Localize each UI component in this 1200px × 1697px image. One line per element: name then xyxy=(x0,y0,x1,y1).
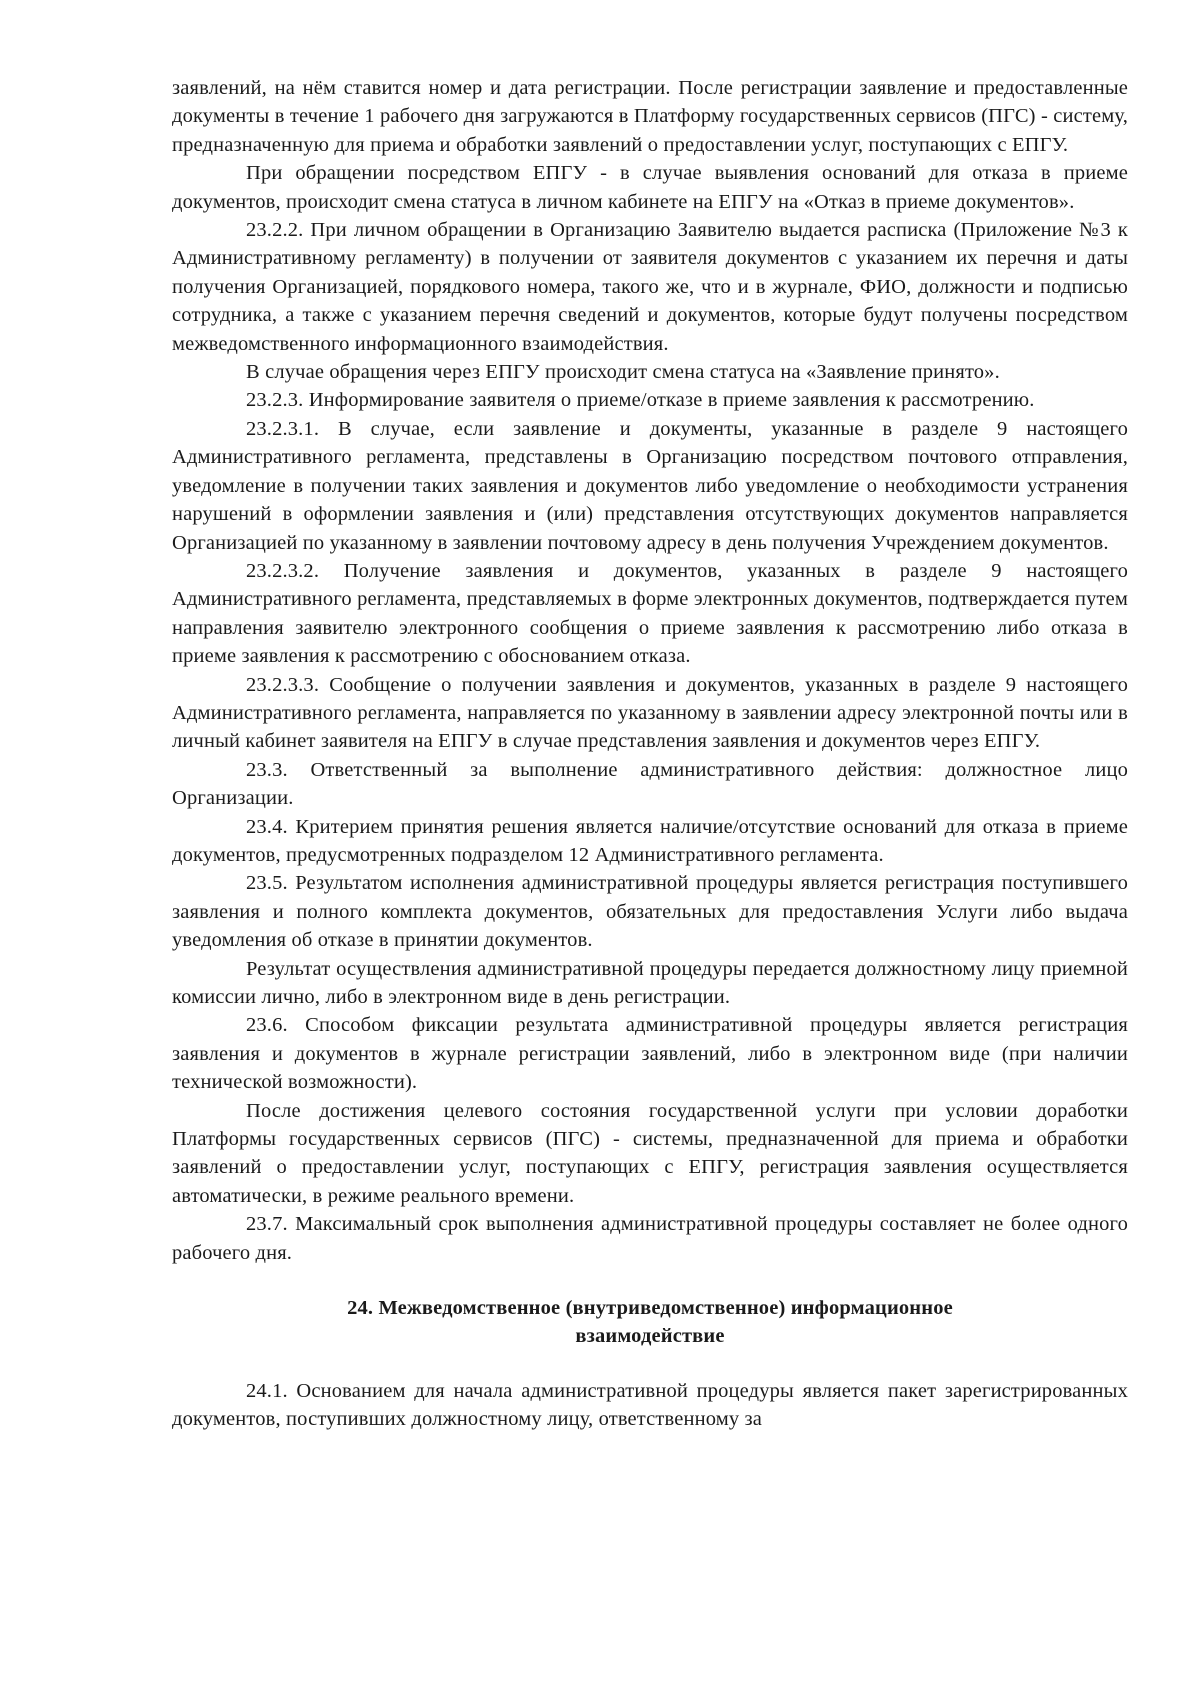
paragraph-16: 24.1. Основанием для начала административной процедуры является пакет зарегистрированных документов, поступивших должностному лицу, ответственному за xyxy=(172,1379,1128,1431)
document-page xyxy=(172,74,1128,1434)
section-heading-line-1: 24. Межведомственное (внутриведомственное) информационное xyxy=(347,1297,953,1320)
paragraph-6: 23.2.3.1. В случае, если заявление и документы, указанные в разделе 9 настоящего Административного регламента, представлены в Организацию посредством почтового отправления, уведомление в получении таких заявления и документов либо уведомление о необходимости устранения нарушений в оформлении заявления и (или) представления отсутствующих документов направляется Организацией по указанному в заявлении почтовому адресу в день получения Учреждением документов. xyxy=(172,417,1128,554)
paragraph-14: После достижения целевого состояния государственной услуги при условии доработки Платформы государственных сервисов (ПГС) - системы, предназначенной для приема и обработки заявлений о предоставлении услуг, поступающих с ЕПГУ, регистрация заявления осуществляется автоматически, в режиме реального времени. xyxy=(172,1099,1128,1207)
section-heading xyxy=(172,1294,1128,1351)
paragraph-3: 23.2.2. При личном обращении в Организацию Заявителю выдается расписка (Приложение №3 к Административному регламенту) в получении от заявителя документов с указанием их перечня и даты получения Организацией, порядкового номера, такого же, что и в журнале, ФИО, должности и подписью сотрудника, а также с указанием перечня сведений и документов, которые будут получены посредством межведомственного информационного взаимодействия. xyxy=(172,219,1128,355)
paragraph-9: 23.3. Ответственный за выполнение административного действия: должностное лицо Организации. xyxy=(172,758,1128,810)
paragraph-12: Результат осуществления административной процедуры передается должностному лицу приемной комиссии лично, либо в электронном виде в день регистрации. xyxy=(172,957,1128,1008)
paragraph-10: 23.4. Критерием принятия решения является наличие/отсутствие оснований для отказа в приеме документов, предусмотренных подразделом 12 Административного регламента. xyxy=(172,815,1128,866)
paragraph-11: 23.5. Результатом исполнения административной процедуры является регистрация поступившего заявления и полного комплекта документов, обязательных для предоставления Услуги либо выдача уведомления об отказе в принятии документов. xyxy=(172,872,1128,952)
paragraph-2: При обращении посредством ЕПГУ - в случае выявления оснований для отказа в приеме документов, происходит смена статуса в личном кабинете на ЕПГУ на «Отказ в приеме документов». xyxy=(172,162,1128,213)
paragraph-13: 23.6. Способом фиксации результата административной процедуры является регистрация заявления и документов в журнале регистрации заявлений, либо в электронном виде (при наличии технической возможности). xyxy=(172,1014,1128,1094)
paragraph-5: 23.2.3. Информирование заявителя о приеме/отказе в приеме заявления к рассмотрению. xyxy=(246,389,1035,412)
paragraph-1: заявлений, на нём ставится номер и дата регистрации. После регистрации заявление и предоставленные документы в течение 1 рабочего дня загружаются в Платформу государственных сервисов (ПГС) - систему, предназначенную для приема и обработки заявлений о предоставлении услуг, поступающих с ЕПГУ. xyxy=(172,77,1128,156)
paragraph-8: 23.2.3.3. Сообщение о получении заявления и документов, указанных в разделе 9 настоящего Административного регламента, направляется по указанному в заявлении адресу электронной почты или в личный кабинет заявителя на ЕПГУ в случае представления заявления и документов через ЕПГУ. xyxy=(172,673,1128,753)
paragraph-4: В случае обращения через ЕПГУ происходит смена статуса на «Заявление принято». xyxy=(246,361,1000,384)
paragraph-7: 23.2.3.2. Получение заявления и документов, указанных в разделе 9 настоящего Административного регламента, представляемых в форме электронных документов, подтверждается путем направления заявителю электронного сообщения о приеме заявления к рассмотрению либо отказа в приеме заявления к рассмотрению с обоснованием отказа. xyxy=(172,559,1128,668)
paragraph-15: 23.7. Максимальный срок выполнения административной процедуры составляет не более одного рабочего дня. xyxy=(172,1213,1128,1264)
section-heading-line-2: взаимодействие xyxy=(575,1325,725,1348)
